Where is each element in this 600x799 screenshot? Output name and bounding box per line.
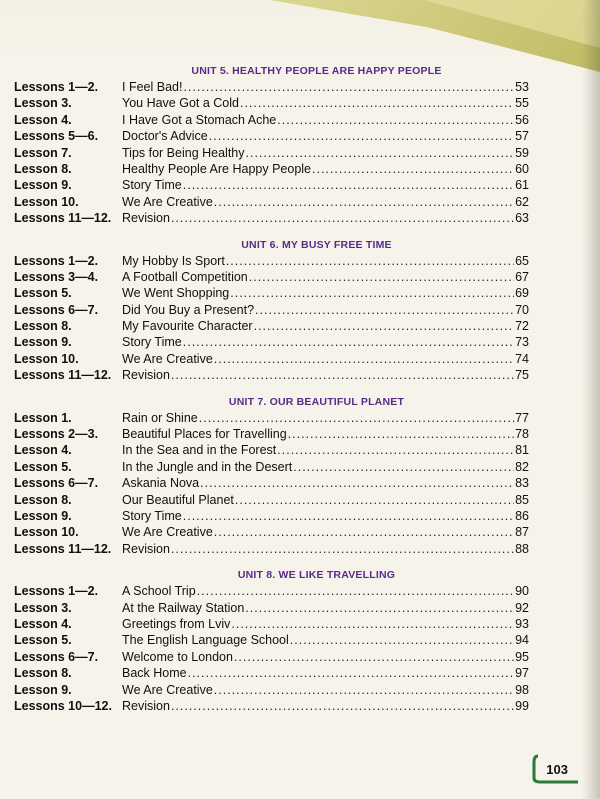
lesson-page: 59 (515, 145, 529, 160)
lesson-number: Lesson 5. (14, 459, 72, 474)
lesson-title: We Went Shopping (122, 286, 230, 301)
dot-leader (290, 632, 514, 648)
lesson-title: Revision (122, 368, 170, 383)
lesson-page: 78 (515, 427, 529, 442)
toc-entry[interactable] (14, 128, 529, 144)
lesson-title: Tips for Being Healthy (122, 145, 245, 160)
page-edge-shadow (582, 0, 600, 799)
dot-leader (277, 112, 514, 128)
lesson-page: 98 (515, 682, 529, 697)
lesson-title: We Are Creative (122, 682, 213, 697)
lesson-title: Doctor's Advice (122, 129, 208, 144)
lesson-number: Lesson 9. (14, 508, 72, 523)
lesson-number: Lessons 10—12. (14, 698, 112, 713)
dot-leader (214, 524, 514, 540)
lesson-title: My Favourite Character (122, 319, 253, 334)
lesson-title: Revision (122, 541, 170, 556)
dot-leader (214, 351, 514, 367)
lesson-title: Welcome to London (122, 649, 233, 664)
page-number: 103 (546, 762, 568, 777)
lesson-number: Lesson 8. (14, 161, 72, 176)
dot-leader (171, 698, 514, 714)
lesson-number: Lessons 5—6. (14, 129, 99, 144)
lesson-page: 60 (515, 161, 529, 176)
dot-leader (255, 302, 514, 318)
lesson-title: Our Beautiful Planet (122, 492, 234, 507)
lesson-title: Story Time (122, 178, 182, 193)
lesson-number: Lesson 5. (14, 286, 72, 301)
dot-leader (312, 161, 514, 177)
lesson-number: Lessons 1—2. (14, 253, 99, 268)
toc-entry[interactable] (14, 79, 529, 95)
dot-leader (183, 79, 514, 95)
lesson-page: 85 (515, 492, 529, 507)
lesson-page: 77 (515, 410, 529, 425)
lesson-number: Lessons 3—4. (14, 269, 99, 284)
lesson-number: Lessons 6—7. (14, 476, 99, 491)
lesson-page: 90 (515, 584, 529, 599)
lesson-title: I Feel Bad! (122, 80, 183, 94)
dot-leader (214, 682, 514, 698)
lesson-title: I Have Got a Stomach Ache (122, 112, 277, 127)
lesson-title: A Football Competition (122, 269, 248, 284)
lesson-page: 69 (515, 286, 529, 301)
lesson-title: Revision (122, 211, 170, 226)
lesson-title: We Are Creative (122, 194, 213, 209)
lesson-number: Lesson 9. (14, 682, 72, 697)
lesson-title: Rain or Shine (122, 410, 198, 425)
lesson-page: 63 (515, 211, 529, 226)
lesson-number: Lesson 10. (14, 351, 79, 366)
dot-leader (235, 492, 514, 508)
lesson-title: Revision (122, 698, 170, 713)
dot-leader (171, 541, 514, 557)
lesson-title: The English Language School (122, 633, 289, 648)
lesson-page: 86 (515, 508, 529, 523)
toc-entry[interactable] (14, 426, 529, 442)
lesson-page: 65 (515, 253, 529, 268)
lesson-number: Lesson 4. (14, 443, 72, 458)
toc-entry[interactable] (14, 649, 529, 665)
toc-entry[interactable] (14, 616, 529, 632)
lesson-page: 95 (515, 649, 529, 664)
toc-entry[interactable] (14, 334, 529, 350)
lesson-number: Lesson 1. (14, 410, 72, 425)
lesson-title: We Are Creative (122, 351, 213, 366)
lesson-number: Lesson 7. (14, 145, 72, 160)
toc-entry[interactable] (14, 665, 529, 681)
unit-title: UNIT 7. OUR BEAUTIFUL PLANET (228, 395, 405, 408)
toc-entry[interactable] (14, 492, 529, 508)
lesson-number: Lesson 8. (14, 492, 72, 507)
unit-gap (14, 227, 529, 237)
lesson-page: 87 (515, 525, 529, 540)
toc-entry[interactable] (14, 524, 529, 540)
toc-entry[interactable] (14, 682, 529, 698)
toc-entry[interactable] (14, 367, 529, 383)
dot-leader (171, 210, 514, 226)
lesson-page: 93 (515, 616, 529, 631)
unit-title: UNIT 6. MY BUSY FREE TIME (241, 238, 392, 251)
lesson-title: Askania Nova (122, 476, 200, 491)
lesson-title: At the Railway Station (122, 600, 245, 615)
toc-entry[interactable] (14, 351, 529, 367)
dot-leader (254, 318, 514, 334)
dot-leader (230, 285, 514, 301)
toc-entry[interactable] (14, 410, 529, 426)
lesson-title: Did You Buy a Present? (122, 302, 255, 317)
unit-title: UNIT 5. HEALTHY PEOPLE ARE HAPPY PEOPLE (191, 65, 442, 77)
lesson-number: Lessons 1—2. (14, 584, 99, 599)
dot-leader (293, 459, 514, 475)
lesson-title: Back Home (122, 666, 187, 681)
lesson-number: Lessons 2—3. (14, 427, 99, 442)
lesson-title: We Are Creative (122, 525, 213, 540)
lesson-page: 55 (515, 96, 529, 111)
unit-gap (14, 557, 529, 567)
lesson-number: Lesson 4. (14, 616, 72, 631)
lesson-page: 72 (515, 319, 529, 334)
lesson-page: 70 (515, 302, 529, 317)
dot-leader (200, 475, 514, 491)
dot-leader (245, 600, 514, 616)
lesson-title: A School Trip (122, 584, 196, 599)
lesson-title: You Have Got a Cold (122, 96, 239, 111)
toc-entry[interactable] (14, 269, 529, 285)
lesson-page: 82 (515, 459, 529, 474)
toc-entry[interactable] (14, 285, 529, 301)
dot-leader (183, 177, 514, 193)
lesson-number: Lesson 10. (14, 194, 79, 209)
toc-entry[interactable] (14, 475, 529, 491)
toc-entry[interactable] (14, 145, 529, 161)
toc-entry[interactable] (14, 583, 529, 599)
lesson-number: Lessons 11—12. (14, 211, 112, 226)
lesson-title: Story Time (122, 335, 182, 350)
toc-entry[interactable] (14, 600, 529, 616)
toc-entry[interactable] (14, 253, 529, 269)
lesson-number: Lessons 11—12. (14, 541, 112, 556)
lesson-number: Lessons 6—7. (14, 649, 99, 664)
toc-entry[interactable] (14, 318, 529, 334)
lesson-number: Lesson 8. (14, 319, 72, 334)
lesson-number: Lesson 8. (14, 666, 72, 681)
lesson-number: Lesson 4. (14, 112, 72, 127)
lesson-page: 74 (515, 351, 529, 366)
dot-leader (209, 128, 514, 144)
dot-leader (214, 194, 514, 210)
table-of-contents (14, 63, 529, 714)
lesson-page: 88 (515, 541, 529, 556)
toc-entry[interactable] (14, 302, 529, 318)
lesson-page: 81 (515, 443, 529, 458)
dot-leader (277, 442, 514, 458)
dot-leader (199, 410, 514, 426)
dot-leader (249, 269, 514, 285)
unit-gap (14, 384, 529, 394)
toc-entry[interactable] (14, 698, 529, 714)
dot-leader (183, 334, 514, 350)
lesson-title: In the Jungle and in the Desert (122, 459, 293, 474)
toc-entry[interactable] (14, 459, 529, 475)
toc-entry[interactable] (14, 210, 529, 226)
toc-entry[interactable] (14, 177, 529, 193)
dot-leader (234, 649, 514, 665)
toc-entry[interactable] (14, 632, 529, 648)
dot-leader (188, 665, 514, 681)
lesson-number: Lesson 5. (14, 633, 72, 648)
lesson-title: Story Time (122, 508, 182, 523)
dot-leader (171, 367, 514, 383)
toc-entry[interactable] (14, 95, 529, 111)
lesson-number: Lesson 10. (14, 525, 79, 540)
toc-entry[interactable] (14, 194, 529, 210)
lesson-page: 92 (515, 600, 529, 615)
lesson-number: Lessons 11—12. (14, 368, 112, 383)
lesson-number: Lessons 1—2. (14, 80, 99, 94)
toc-entry[interactable] (14, 161, 529, 177)
dot-leader (240, 95, 514, 111)
lesson-title: In the Sea and in the Forest (122, 443, 277, 458)
lesson-number: Lesson 9. (14, 335, 72, 350)
toc-entry[interactable] (14, 541, 529, 557)
lesson-page: 57 (515, 129, 529, 144)
dot-leader (183, 508, 514, 524)
lesson-page: 61 (515, 178, 529, 193)
lesson-title: My Hobby Is Sport (122, 253, 225, 268)
lesson-number: Lesson 9. (14, 178, 72, 193)
dot-leader (288, 426, 514, 442)
page-number-badge (532, 754, 578, 784)
lesson-page: 83 (515, 476, 529, 491)
toc-entry[interactable] (14, 508, 529, 524)
lesson-number: Lesson 3. (14, 96, 72, 111)
dot-leader (231, 616, 514, 632)
lesson-page: 97 (515, 666, 529, 681)
dot-leader (197, 583, 514, 599)
lesson-page: 56 (515, 112, 529, 127)
lesson-title: Healthy People Are Happy People (122, 161, 312, 176)
lesson-page: 73 (515, 335, 529, 350)
lesson-page: 99 (515, 698, 529, 713)
dot-leader (226, 253, 514, 269)
toc-entry[interactable] (14, 112, 529, 128)
toc-entry[interactable] (14, 442, 529, 458)
lesson-number: Lesson 3. (14, 600, 72, 615)
lesson-page: 94 (515, 633, 529, 648)
lesson-title: Beautiful Places for Travelling (122, 427, 287, 442)
unit-title: UNIT 8. WE LIKE TRAVELLING (237, 569, 396, 582)
lesson-page: 67 (515, 269, 529, 284)
lesson-page: 53 (515, 80, 529, 94)
lesson-title: Greetings from Lviv (122, 616, 231, 631)
lesson-page: 75 (515, 368, 529, 383)
dot-leader (246, 145, 515, 161)
lesson-number: Lessons 6—7. (14, 302, 99, 317)
lesson-page: 62 (515, 194, 529, 209)
